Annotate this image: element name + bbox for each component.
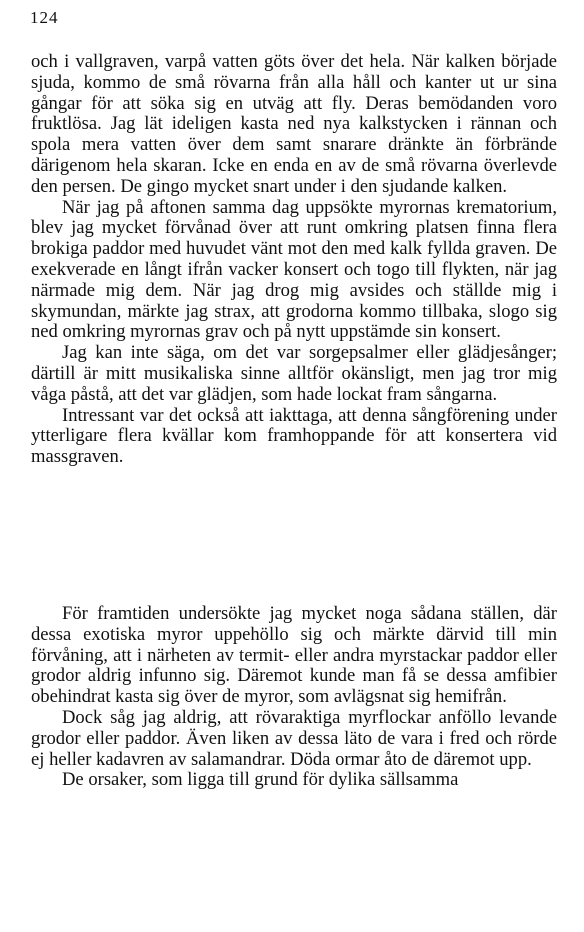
paragraph-5: För framtiden undersökte jag mycket noga sådana ställen, där dessa exotiska myror uppehöllo sig och märkte därvid till min förvåning, att i närheten av termit- eller andra myrstackar paddor eller grodor aldrig infunno sig. Däremot kunde man få se dessa amfibier obehindrat kasta sig över de myror, som avlägsnat sig hemifrån.: [31, 603, 557, 708]
text-section-lower: [31, 604, 557, 791]
paragraph-4: Intressant var det också att iakttaga, att denna sångförening under ytterligare flera kvällar kom framhoppande för att konsertera vid massgraven.: [31, 404, 557, 468]
paragraph-1: och i vallgraven, varpå vatten göts över det hela. När kalken började sjuda, kommo de små rövarna från alla håll och kanter ut ur sina gångar för att söka sig en utväg att fly. Deras bemödanden voro fruktlösa. Jag lät ideligen kasta ned nya kalkstycken i rännan och spola mera vatten över dem samt snarare dränkte än förbrände därigenom hela skaran. Icke en enda en av de små rövarna överlevde den persen. De gingo mycket snart under i den sjudande kalken.: [31, 51, 557, 197]
paragraph-3: Jag kan inte säga, om det var sorgepsalmer eller glädjesånger; därtill är mitt musikaliska sinne alltför okänsligt, men jag tror mig våga påstå, att det var glädjen, som hade lockat fram sångarna.: [31, 342, 557, 405]
page-number: 124: [30, 8, 59, 27]
paragraph-7: De orsaker, som ligga till grund för dylika sällsamma: [62, 769, 459, 791]
paragraph-2: När jag på aftonen samma dag uppsökte myrornas krematorium, blev jag mycket förvånad över att runt omkring platsen finna flera brokiga paddor med huvudet vänt mot den med kalk fyllda graven. De exekverade en långt ifrån vacker konsert och togo till flykten, när jag närmade mig dem. När jag drog mig avsides och ställde mig i skymundan, märkte jag strax, att grodorna kommo tillbaka, slogo sig ned omkring myrornas grav och på nytt uppstämde sin konsert.: [31, 196, 557, 343]
text-section-upper: [31, 52, 557, 468]
paragraph-6: Dock såg jag aldrig, att rövaraktiga myrflockar anföllo levande grodor eller paddor. Även liken av dessa läto de vara i fred och rörde ej heller kadavren av salamandrar. Döda ormar åto de däremot upp.: [31, 706, 557, 770]
